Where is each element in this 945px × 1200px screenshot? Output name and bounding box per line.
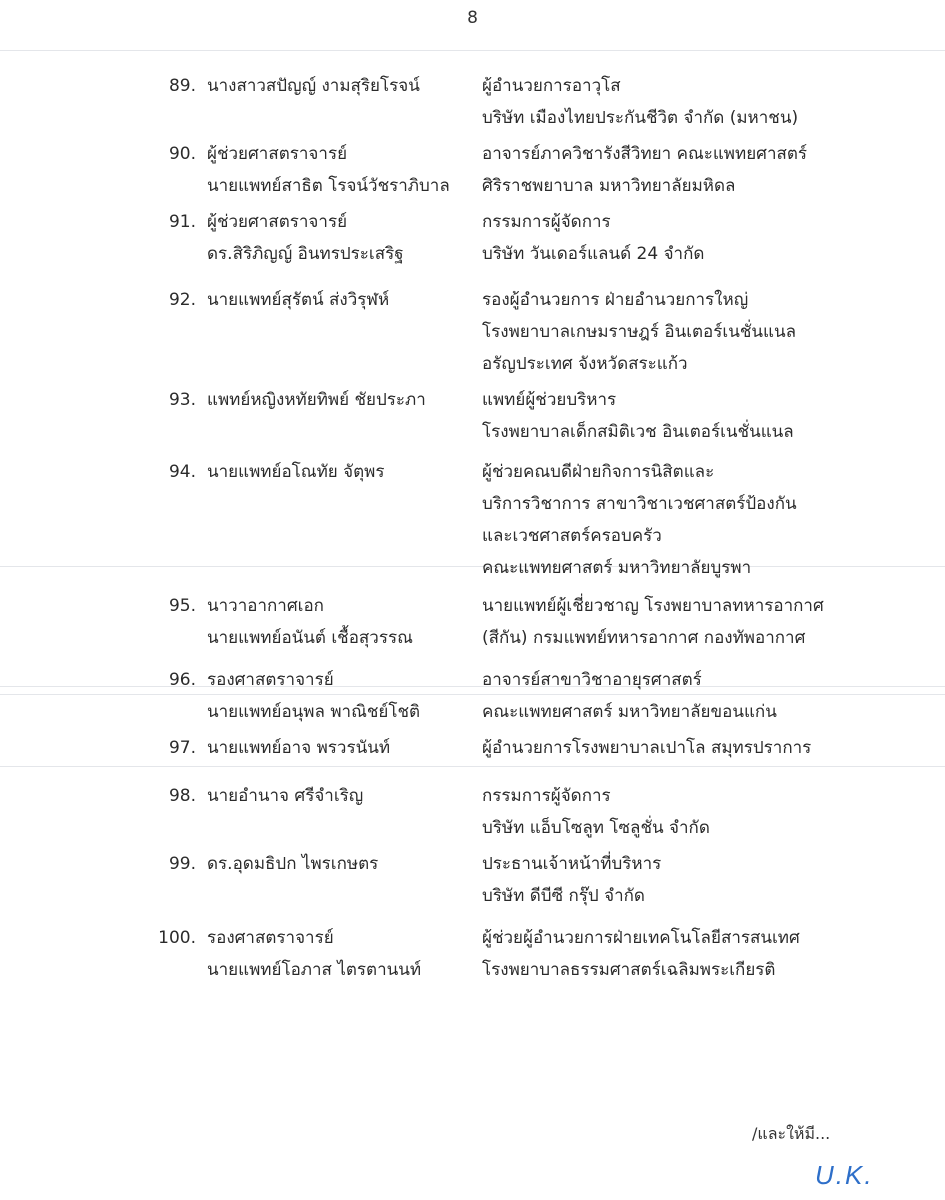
entry-position <box>482 284 922 380</box>
entry-position <box>482 732 922 764</box>
position-line: บริษัท วันเดอร์แลนด์ 24 จำกัด <box>482 244 705 264</box>
entry-name <box>207 780 477 812</box>
entry-number: 93. <box>168 390 196 410</box>
position-line: รองผู้อำนวยการ ฝ่ายอำนวยการใหญ่ <box>482 290 749 310</box>
entry-position <box>482 590 922 654</box>
entry-name <box>207 138 477 202</box>
name-line: นายแพทย์อนันต์ เชื้อสุวรรณ <box>207 628 413 648</box>
name-line: นาวาอากาศเอก <box>207 596 324 616</box>
name-line: ดร.อุดมธิปก ไพรเกษตร <box>207 854 379 874</box>
entry-number: 94. <box>168 462 196 482</box>
name-line: แพทย์หญิงหทัยทิพย์ ชัยประภา <box>207 390 426 410</box>
entry-name <box>207 848 477 880</box>
position-line: คณะแพทยศาสตร์ มหาวิทยาลัยบูรพา <box>482 558 752 578</box>
entry-number: 90. <box>168 144 196 164</box>
name-line: รองศาสตราจารย์ <box>207 670 334 690</box>
entry-number: 96. <box>168 670 196 690</box>
position-line: ผู้อำนวยการโรงพยาบาลเปาโล สมุทรปราการ <box>482 738 812 758</box>
name-line: รองศาสตราจารย์ <box>207 928 334 948</box>
position-line: บริษัท เมืองไทยประกันชีวิต จำกัด (มหาชน) <box>482 108 799 128</box>
entry-position <box>482 384 922 448</box>
entry-name <box>207 284 477 316</box>
entry-number: 91. <box>168 212 196 232</box>
entry-number: 99. <box>168 854 196 874</box>
position-line: บริษัท แอ็บโซลูท โซลูชั่น จำกัด <box>482 818 710 838</box>
entry-number: 97. <box>168 738 196 758</box>
name-line: นายแพทย์อาจ พรวรนันท์ <box>207 738 391 758</box>
entry-number: 98. <box>168 786 196 806</box>
entry-name <box>207 922 477 986</box>
entry-number: 100. <box>158 928 196 948</box>
entry-name <box>207 384 477 416</box>
name-line: นายแพทย์อโณทัย จัตุพร <box>207 462 385 482</box>
position-line: ศิริราชพยาบาล มหาวิทยาลัยมหิดล <box>482 176 736 196</box>
entry-number: 89. <box>168 76 196 96</box>
name-line: นายแพทย์สาธิต โรจน์วัชราภิบาล <box>207 176 450 196</box>
entry-position <box>482 138 922 202</box>
position-line: บริษัท ดีบีซี กรุ๊ป จำกัด <box>482 886 645 906</box>
entry-position <box>482 206 922 270</box>
name-line: ดร.สิริภิญญ์ อินทรประเสริฐ <box>207 244 404 264</box>
position-line: คณะแพทยศาสตร์ มหาวิทยาลัยขอนแก่น <box>482 702 777 722</box>
initials-signature: U.K. <box>815 1160 874 1190</box>
position-line: ประธานเจ้าหน้าที่บริหาร <box>482 854 662 874</box>
position-line: นายแพทย์ผู้เชี่ยวชาญ โรงพยาบาลทหารอากาศ <box>482 596 824 616</box>
name-line: นายแพทย์อนุพล พาณิชย์โชติ <box>207 702 421 722</box>
position-line: อาจารย์สาขาวิชาอายุรศาสตร์ <box>482 670 702 690</box>
position-line: กรรมการผู้จัดการ <box>482 786 611 806</box>
position-line: โรงพยาบาลเกษมราษฎร์ อินเตอร์เนชั่นแนล <box>482 322 796 342</box>
entry-position <box>482 70 922 134</box>
position-line: กรรมการผู้จัดการ <box>482 212 611 232</box>
position-line: โรงพยาบาลธรรมศาสตร์เฉลิมพระเกียรติ <box>482 960 776 980</box>
scan-divider <box>0 766 945 767</box>
name-line: นายแพทย์สุรัตน์ ส่งวิรุฬห์ <box>207 290 390 310</box>
entry-position <box>482 780 922 844</box>
scan-divider <box>0 50 945 51</box>
page-number: 8 <box>467 8 478 28</box>
entry-number: 95. <box>168 596 196 616</box>
position-line: (สีกัน) กรมแพทย์ทหารอากาศ กองทัพอากาศ <box>482 628 806 648</box>
position-line: อาจารย์ภาควิชารังสีวิทยา คณะแพทยศาสตร์ <box>482 144 808 164</box>
entry-name <box>207 456 477 488</box>
entry-name <box>207 732 477 764</box>
continued-text: /และให้มี... <box>752 1124 831 1143</box>
position-line: ผู้อำนวยการอาวุโส <box>482 76 621 96</box>
entry-position <box>482 664 922 728</box>
entry-number: 92. <box>168 290 196 310</box>
position-line: อรัญประเทศ จังหวัดสระแก้ว <box>482 354 688 374</box>
name-line: นายอำนาจ ศรีจำเริญ <box>207 786 364 806</box>
entry-position <box>482 456 922 584</box>
entry-position <box>482 922 922 986</box>
position-line: บริการวิชาการ สาขาวิชาเวชศาสตร์ป้องกัน <box>482 494 797 514</box>
entry-name <box>207 664 477 728</box>
entry-name <box>207 590 477 654</box>
name-line: ผู้ช่วยศาสตราจารย์ <box>207 144 348 164</box>
position-line: แพทย์ผู้ช่วยบริหาร <box>482 390 617 410</box>
entry-name <box>207 206 477 270</box>
entry-position <box>482 848 922 912</box>
position-line: และเวชศาสตร์ครอบครัว <box>482 526 662 546</box>
name-line: ผู้ช่วยศาสตราจารย์ <box>207 212 348 232</box>
position-line: ผู้ช่วยคณบดีฝ่ายกิจการนิสิตและ <box>482 462 715 482</box>
entry-name <box>207 70 477 102</box>
name-line: นางสาวสปัญญ์ งามสุริยโรจน์ <box>207 76 420 96</box>
name-line: นายแพทย์โอภาส ไตรตานนท์ <box>207 960 422 980</box>
position-line: โรงพยาบาลเด็กสมิติเวช อินเตอร์เนชั่นแนล <box>482 422 794 442</box>
position-line: ผู้ช่วยผู้อำนวยการฝ่ายเทคโนโลยีสารสนเทศ <box>482 928 800 948</box>
